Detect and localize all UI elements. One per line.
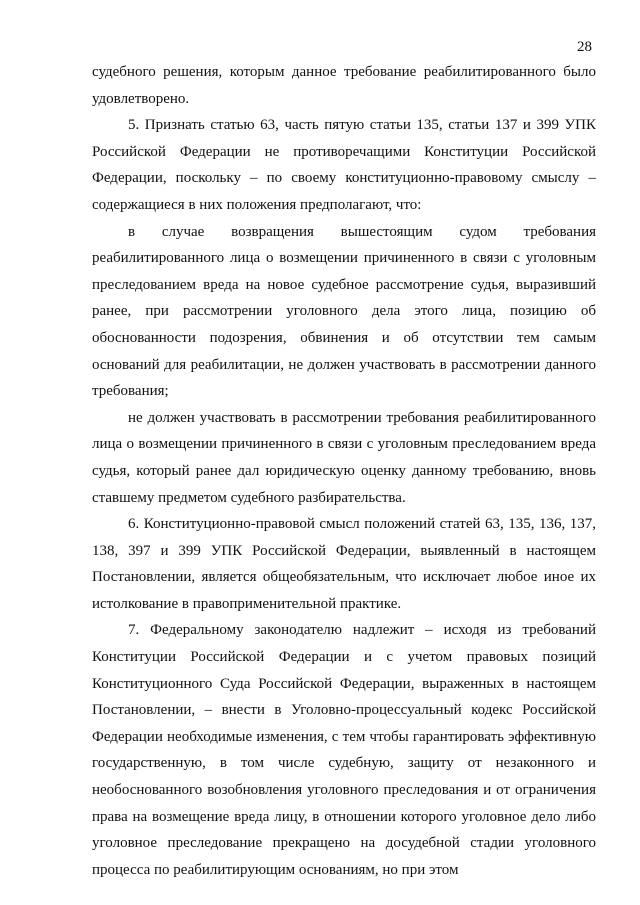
paragraph-item-7: 7. Федеральному законодателю надлежит – исходя из требований Конституции Российской Федерации и с учетом правовых позиций Конституционного Суда Российской Федерации, выраженных в настоящем Постановлении, – внести в Уголовно-процессуальный кодекс Российской Федерации необходимые изменения, с тем чтобы гарантировать эффективную государственную, в том числе судебную, защиту от незаконного и необоснованного возобновления уголовного преследования и от ограничения права на возмещение вреда лицу, в отношении которого уголовное дело либо уголовное преследование прекращено на досудебной стадии уголовного процесса по реабилитирующим основаниям, но при этом: [92, 622, 596, 878]
paragraph-subclause-1: в случае возвращения вышестоящим судом требования реабилитированного лица о возмещении причиненного в связи с уголовным преследованием вреда на новое судебное рассмотрение судья, выразивший ранее, при рассмотрении уголовного дела этого лица, позицию об обоснованности подозрения, обвинения и об отсутствии тем самым оснований для реабилитации, не должен участвовать в рассмотрении данного требования;: [92, 223, 596, 400]
document-body: [92, 59, 596, 883]
page-number: 28: [577, 39, 592, 55]
paragraph-continuation: судебного решения, которым данное требование реабилитированного было удовлетворено.: [92, 64, 596, 107]
paragraph-subclause-2: не должен участвовать в рассмотрении требования реабилитированного лица о возмещении причиненного в связи с уголовным преследованием вреда судья, который ранее дал юридическую оценку данному требованию, вновь ставшему предметом судебного разбирательства.: [92, 409, 596, 506]
paragraph-item-5: 5. Признать статью 63, часть пятую статьи 135, статьи 137 и 399 УПК Российской Федерации не противоречащими Конституции Российской Федерации, поскольку – по своему конституционно-правовому смыслу – содержащиеся в них положения предполагают, что:: [92, 117, 596, 213]
paragraph-item-6: 6. Конституционно-правовой смысл положений статей 63, 135, 136, 137, 138, 397 и 399 УПК Российской Федерации, выявленный в настоящем Постановлении, является общеобязательным, что исключает любое иное их истолкование в правоприменительной практике.: [92, 516, 596, 612]
